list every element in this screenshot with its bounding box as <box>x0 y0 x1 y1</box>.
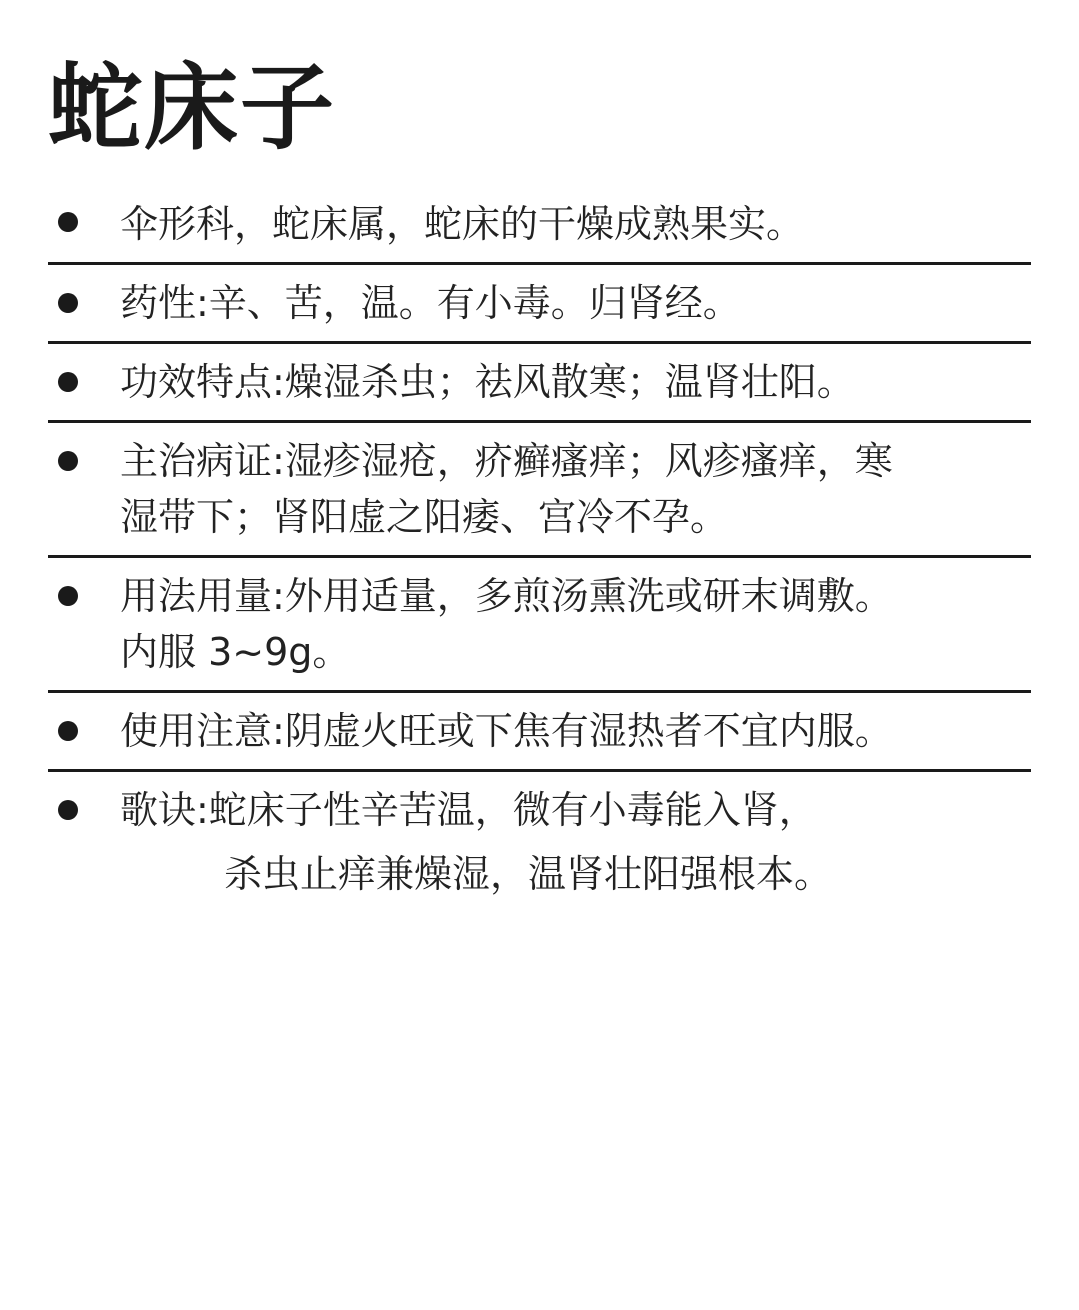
bullet-icon <box>58 451 78 471</box>
bullet-icon <box>58 586 78 606</box>
bullet-icon <box>58 800 78 820</box>
item-line: 湿带下；肾阳虚之阳痿、宫冷不孕。 <box>120 495 729 539</box>
item-line: 杀虫止痒兼燥湿，温肾壮阳强根本。 <box>224 852 833 896</box>
item-text <box>120 703 1031 759</box>
list-item-family <box>48 186 1031 265</box>
item-text <box>120 433 1031 545</box>
bullet-icon <box>58 212 78 232</box>
item-line: 内服 3~9g。 <box>120 630 351 674</box>
herb-info-list <box>48 186 1031 912</box>
item-text <box>120 196 1031 252</box>
item-line: 药性:辛、苦，温。有小毒。归肾经。 <box>120 281 741 325</box>
bullet-icon <box>58 293 78 313</box>
list-item-properties <box>48 265 1031 344</box>
item-text <box>120 354 1031 410</box>
item-line: 伞形科，蛇床属，蛇床的干燥成熟果实。 <box>120 202 805 246</box>
item-text <box>120 782 1031 902</box>
list-item-cautions <box>48 693 1031 772</box>
item-text <box>120 568 1031 680</box>
bullet-icon <box>58 372 78 392</box>
item-line: 歌诀:蛇床子性辛苦温，微有小毒能入肾， <box>120 788 817 832</box>
list-item-effects <box>48 344 1031 423</box>
list-item-indications <box>48 423 1031 558</box>
bullet-icon <box>58 721 78 741</box>
item-line: 用法用量:外用适量，多煎汤熏洗或研末调敷。 <box>120 574 893 618</box>
item-line: 使用注意:阴虚火旺或下焦有湿热者不宜内服。 <box>120 709 893 753</box>
item-line: 主治病证:湿疹湿疮，疥癣瘙痒；风疹瘙痒，寒 <box>120 439 893 483</box>
item-line: 功效特点:燥湿杀虫；祛风散寒；温肾壮阳。 <box>120 360 855 404</box>
item-text <box>120 275 1031 331</box>
page-title: 蛇床子 <box>48 54 337 163</box>
list-item-dosage <box>48 558 1031 693</box>
list-item-verse <box>48 772 1031 912</box>
